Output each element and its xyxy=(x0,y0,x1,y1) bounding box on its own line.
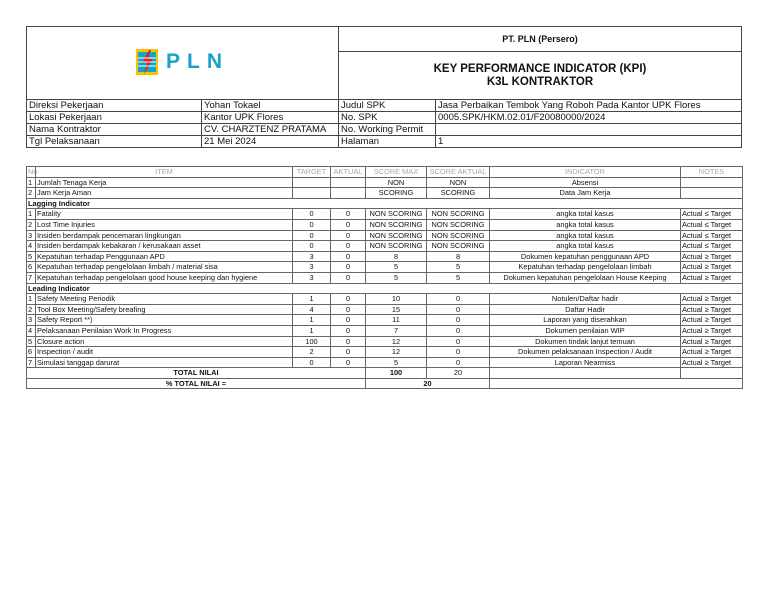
kpi-cell-indicator: angka total kasus xyxy=(490,219,681,230)
kpi-cell-score-max: 12 xyxy=(366,336,427,347)
percent-label: % TOTAL NILAI = xyxy=(27,378,366,389)
kpi-cell-indicator: Data Jam Kerja xyxy=(490,188,681,199)
kpi-cell-notes: Actual ≥ Target xyxy=(681,325,743,336)
percent-row xyxy=(27,378,743,389)
kpi-cell-aktual: 0 xyxy=(331,336,366,347)
kpi-cell-score-max: 5 xyxy=(366,272,427,283)
info-label: No. SPK xyxy=(339,112,436,124)
kpi-cell-indicator: Absensi xyxy=(490,177,681,188)
kpi-cell-score-max: 7 xyxy=(366,325,427,336)
kpi-cell-score-aktual: 0 xyxy=(427,347,490,358)
kpi-cell-notes: Actual ≥ Target xyxy=(681,251,743,262)
kpi-cell-score-aktual: NON SCORING xyxy=(427,209,490,220)
kpi-cell-score-max: 10 xyxy=(366,294,427,305)
kpi-cell-indicator: Laporan Nearmiss xyxy=(490,357,681,368)
kpi-cell-aktual xyxy=(331,177,366,188)
kpi-cell-target: 0 xyxy=(293,209,331,220)
kpi-cell-aktual: 0 xyxy=(331,251,366,262)
kpi-cell-item: Kepatuhan terhadap Penggunaan APD xyxy=(36,251,293,262)
document-header xyxy=(26,26,742,148)
kpi-cell-notes: Actual ≥ Target xyxy=(681,304,743,315)
info-value: 0005.SPK/HKM.02.01/F20080000/2024 xyxy=(436,112,742,124)
kpi-cell-item: Kepatuhan terhadap pengelolaan good house keeping dan hygiene xyxy=(36,272,293,283)
kpi-cell-item: Kepatuhan terhadap pengelolaan limbah / material sisa xyxy=(36,262,293,273)
kpi-cell-no: 7 xyxy=(27,272,36,283)
kpi-cell-item: Tool Box Meeting/Safety breafing xyxy=(36,304,293,315)
col-item-header: ITEM xyxy=(36,167,293,178)
kpi-cell-score-max: NON SCORING xyxy=(366,209,427,220)
col-score-aktual-header: SCORE AKTUAL xyxy=(427,167,490,178)
lagging-section-title: Lagging Indicator xyxy=(27,198,743,209)
kpi-cell-aktual: 0 xyxy=(331,347,366,358)
kpi-cell-target: 3 xyxy=(293,272,331,283)
kpi-cell-score-max: 5 xyxy=(366,262,427,273)
leading-section-title: Leading Indicator xyxy=(27,283,743,294)
info-label: Nama Kontraktor xyxy=(27,124,202,136)
kpi-header-row xyxy=(27,167,743,178)
kpi-cell-aktual: 0 xyxy=(331,209,366,220)
kpi-cell-target: 0 xyxy=(293,230,331,241)
kpi-cell-target: 100 xyxy=(293,336,331,347)
kpi-row xyxy=(27,357,743,368)
kpi-cell-notes: Actual ≤ Target xyxy=(681,209,743,220)
kpi-cell-item: Jam Kerja Aman xyxy=(36,188,293,199)
kpi-cell-score-max: 12 xyxy=(366,347,427,358)
kpi-cell-no: 2 xyxy=(27,188,36,199)
col-aktual-header: AKTUAL xyxy=(331,167,366,178)
kpi-cell-score-aktual: 5 xyxy=(427,262,490,273)
kpi-cell-score-max: SCORING xyxy=(366,188,427,199)
kpi-cell-score-aktual: 0 xyxy=(427,336,490,347)
kpi-cell-no: 3 xyxy=(27,315,36,326)
percent-value: 20 xyxy=(366,378,490,389)
kpi-cell-score-max: 5 xyxy=(366,357,427,368)
info-row xyxy=(27,100,742,112)
percent-empty-cell xyxy=(490,378,743,389)
kpi-cell-no: 5 xyxy=(27,251,36,262)
kpi-cell-score-max: NON SCORING xyxy=(366,219,427,230)
kpi-cell-no: 6 xyxy=(27,347,36,358)
kpi-cell-target: 2 xyxy=(293,347,331,358)
info-value xyxy=(436,124,742,136)
kpi-cell-no: 5 xyxy=(27,336,36,347)
kpi-cell-score-max: 15 xyxy=(366,304,427,315)
kpi-row xyxy=(27,262,743,273)
kpi-cell-indicator: Kepatuhan terhadap pengelolaan limbah xyxy=(490,262,681,273)
info-label: Tgl Pelaksanaan xyxy=(27,136,202,148)
kpi-cell-item: Safety Meeting Periodik xyxy=(36,294,293,305)
kpi-cell-no: 1 xyxy=(27,209,36,220)
kpi-cell-score-aktual: NON SCORING xyxy=(427,219,490,230)
kpi-cell-score-aktual: 5 xyxy=(427,272,490,283)
kpi-cell-score-aktual: NON SCORING xyxy=(427,241,490,252)
kpi-cell-target: 0 xyxy=(293,241,331,252)
total-row xyxy=(27,368,743,379)
lagging-section-row xyxy=(27,198,743,209)
kpi-cell-aktual: 0 xyxy=(331,272,366,283)
info-value: 21 Mei 2024 xyxy=(202,136,339,148)
document-title xyxy=(339,52,742,100)
kpi-row xyxy=(27,230,743,241)
info-value: 1 xyxy=(436,136,742,148)
kpi-cell-score-aktual: 8 xyxy=(427,251,490,262)
kpi-cell-aktual: 0 xyxy=(331,262,366,273)
kpi-cell-no: 7 xyxy=(27,357,36,368)
kpi-cell-score-aktual: 0 xyxy=(427,315,490,326)
kpi-cell-score-aktual: NON xyxy=(427,177,490,188)
kpi-row xyxy=(27,188,743,199)
total-score-aktual: 20 xyxy=(427,368,490,379)
col-notes-header: NOTES xyxy=(681,167,743,178)
kpi-row xyxy=(27,209,743,220)
info-label: Lokasi Pekerjaan xyxy=(27,112,202,124)
info-label: Judul SPK xyxy=(339,100,436,112)
col-indicator-header: INDICATOR xyxy=(490,167,681,178)
kpi-row xyxy=(27,294,743,305)
kpi-cell-target: 3 xyxy=(293,262,331,273)
col-score-max-header: SCORE MAX xyxy=(366,167,427,178)
kpi-cell-notes: Actual ≥ Target xyxy=(681,272,743,283)
kpi-row xyxy=(27,177,743,188)
kpi-cell-aktual: 0 xyxy=(331,294,366,305)
kpi-cell-score-max: NON SCORING xyxy=(366,230,427,241)
kpi-row xyxy=(27,315,743,326)
kpi-row xyxy=(27,325,743,336)
title-line-2: K3L KONTRAKTOR xyxy=(486,75,594,88)
kpi-cell-no: 4 xyxy=(27,241,36,252)
kpi-row xyxy=(27,251,743,262)
info-value: Yohan Tokael xyxy=(202,100,339,112)
kpi-cell-indicator: Notulen/Daftar hadir xyxy=(490,294,681,305)
kpi-cell-indicator: Dokumen kepatuhan penggunaan APD xyxy=(490,251,681,262)
kpi-cell-indicator: angka total kasus xyxy=(490,230,681,241)
kpi-cell-aktual xyxy=(331,188,366,199)
info-value: Jasa Perbaikan Tembok Yang Roboh Pada Kantor UPK Flores xyxy=(436,100,742,112)
info-label: Direksi Pekerjaan xyxy=(27,100,202,112)
lightning-bolt-icon xyxy=(136,49,158,75)
kpi-cell-notes: Actual ≥ Target xyxy=(681,262,743,273)
kpi-cell-item: Insiden berdampak pencemaran lingkungan xyxy=(36,230,293,241)
kpi-cell-notes: Actual ≥ Target xyxy=(681,294,743,305)
kpi-cell-item: Lost Time Injuries xyxy=(36,219,293,230)
kpi-cell-aktual: 0 xyxy=(331,315,366,326)
kpi-cell-score-max: 11 xyxy=(366,315,427,326)
kpi-cell-target: 4 xyxy=(293,304,331,315)
kpi-cell-notes: Actual ≤ Target xyxy=(681,230,743,241)
kpi-cell-aktual: 0 xyxy=(331,241,366,252)
kpi-cell-score-max: NON SCORING xyxy=(366,241,427,252)
info-label: No. Working Permit xyxy=(339,124,436,136)
kpi-cell-notes xyxy=(681,177,743,188)
kpi-cell-item: Inspection / audit xyxy=(36,347,293,358)
kpi-cell-aktual: 0 xyxy=(331,304,366,315)
total-score-max: 100 xyxy=(366,368,427,379)
kpi-cell-target xyxy=(293,177,331,188)
kpi-cell-target: 3 xyxy=(293,251,331,262)
kpi-row xyxy=(27,347,743,358)
info-value: CV. CHARZTENZ PRATAMA xyxy=(202,124,339,136)
kpi-cell-no: 2 xyxy=(27,219,36,230)
leading-section-row xyxy=(27,283,743,294)
kpi-cell-aktual: 0 xyxy=(331,357,366,368)
kpi-cell-indicator: angka total kasus xyxy=(490,209,681,220)
kpi-cell-score-aktual: 0 xyxy=(427,304,490,315)
kpi-cell-notes: Actual ≤ Target xyxy=(681,241,743,252)
kpi-cell-no: 4 xyxy=(27,325,36,336)
info-row xyxy=(27,124,742,136)
kpi-row xyxy=(27,241,743,252)
kpi-cell-no: 1 xyxy=(27,177,36,188)
kpi-cell-score-aktual: 0 xyxy=(427,325,490,336)
kpi-cell-notes: Actual ≥ Target xyxy=(681,315,743,326)
total-label: TOTAL NILAI xyxy=(27,368,366,379)
kpi-cell-item: Safety Report **) xyxy=(36,315,293,326)
kpi-cell-notes: Actual ≤ Target xyxy=(681,219,743,230)
total-notes-cell xyxy=(681,368,743,379)
kpi-cell-item: Fatality xyxy=(36,209,293,220)
kpi-cell-target: 0 xyxy=(293,219,331,230)
kpi-cell-aktual: 0 xyxy=(331,230,366,241)
kpi-cell-target: 0 xyxy=(293,357,331,368)
kpi-body xyxy=(27,177,743,389)
kpi-cell-indicator: Dokumen pelaksanaan Inspection / Audit xyxy=(490,347,681,358)
info-value: Kantor UPK Flores xyxy=(202,112,339,124)
info-label: Halaman xyxy=(339,136,436,148)
kpi-cell-no: 1 xyxy=(27,294,36,305)
kpi-cell-item: Insiden berdampak kebakaran / kerusakaan asset xyxy=(36,241,293,252)
kpi-cell-item: Closure action xyxy=(36,336,293,347)
kpi-cell-score-aktual: NON SCORING xyxy=(427,230,490,241)
info-row xyxy=(27,112,742,124)
kpi-cell-target: 1 xyxy=(293,315,331,326)
kpi-cell-target xyxy=(293,188,331,199)
kpi-cell-item: Pelaksanaan Penilaian Work In Progress xyxy=(36,325,293,336)
kpi-cell-score-max: 8 xyxy=(366,251,427,262)
col-target-header: TARGET xyxy=(293,167,331,178)
kpi-row xyxy=(27,219,743,230)
kpi-cell-score-max: NON xyxy=(366,177,427,188)
kpi-row xyxy=(27,272,743,283)
kpi-cell-indicator: Laporan yang diserahkan xyxy=(490,315,681,326)
total-indicator-cell xyxy=(490,368,681,379)
kpi-cell-target: 1 xyxy=(293,294,331,305)
kpi-cell-no: 3 xyxy=(27,230,36,241)
kpi-cell-indicator: Dokumen tindak lanjut temuan xyxy=(490,336,681,347)
kpi-row xyxy=(27,304,743,315)
kpi-cell-target: 1 xyxy=(293,325,331,336)
company-name: PT. PLN (Persero) xyxy=(339,27,742,52)
kpi-cell-no: 6 xyxy=(27,262,36,273)
kpi-cell-indicator: Dokumen kepatuhan pengelolaan House Keeping xyxy=(490,272,681,283)
kpi-cell-indicator: Dokumen penilaian WIP xyxy=(490,325,681,336)
kpi-cell-indicator: Daftar Hadir xyxy=(490,304,681,315)
kpi-cell-aktual: 0 xyxy=(331,325,366,336)
kpi-cell-aktual: 0 xyxy=(331,219,366,230)
kpi-cell-notes: Actual ≥ Target xyxy=(681,357,743,368)
pln-logo xyxy=(27,27,339,100)
title-line-1: KEY PERFORMANCE INDICATOR (KPI) xyxy=(433,62,647,75)
logo-text: PLN xyxy=(166,50,229,73)
info-row xyxy=(27,136,742,148)
kpi-cell-notes xyxy=(681,188,743,199)
kpi-cell-score-aktual: 0 xyxy=(427,357,490,368)
col-no-header: No xyxy=(28,167,38,176)
kpi-cell-item: Jumlah Tenaga Kerja xyxy=(36,177,293,188)
kpi-row xyxy=(27,336,743,347)
kpi-cell-indicator: angka total kasus xyxy=(490,241,681,252)
kpi-cell-score-aktual: 0 xyxy=(427,294,490,305)
kpi-cell-no: 2 xyxy=(27,304,36,315)
kpi-table xyxy=(26,166,743,389)
kpi-cell-score-aktual: SCORING xyxy=(427,188,490,199)
kpi-cell-item: Simulasi tanggap darurat xyxy=(36,357,293,368)
kpi-cell-notes: Actual ≥ Target xyxy=(681,347,743,358)
kpi-cell-notes: Actual ≥ Target xyxy=(681,336,743,347)
